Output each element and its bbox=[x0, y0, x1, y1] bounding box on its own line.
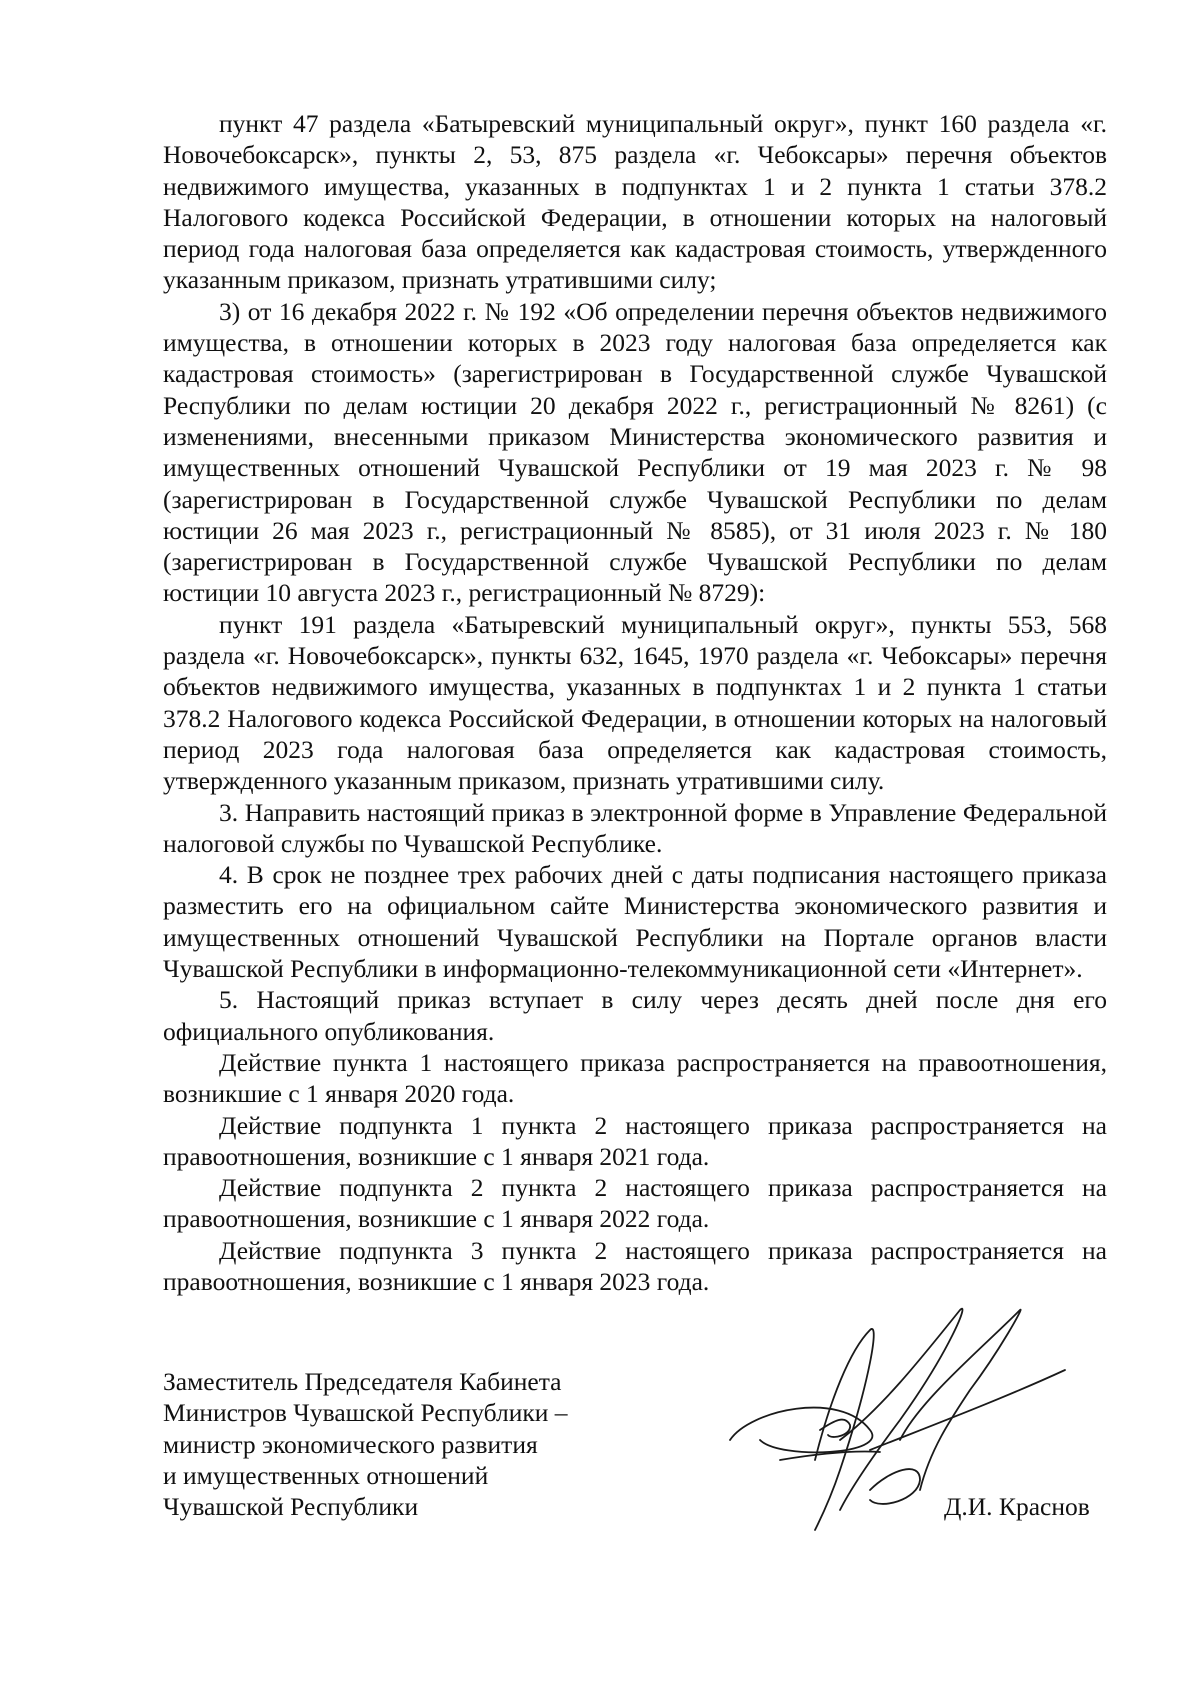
paragraph: 3. Направить настоящий приказ в электронной форме в Управление Федеральной налоговой службы по Чувашской Республике. bbox=[163, 797, 1107, 858]
paragraph: пункт 191 раздела «Батыревский муниципальный округ», пункты 553, 568 раздела «г. Новочебоксарск», пункты 632, 1645, 1970 раздела «г. Чебоксары» перечня объектов недвижимого имущества, указанных в подпунктах 1 и 2 пункта 1 статьи 378.2 Налогового кодекса Российской Федерации, в отношении которых на налоговый период 2023 года налоговая база определяется как кадастровая стоимость, утвержденного указанным приказом, признать утратившими силу. bbox=[163, 609, 1107, 796]
paragraph: 3) от 16 декабря 2022 г. № 192 «Об определении перечня объектов недвижимого имущества, в отношении которых в 2023 году налоговая база определяется как кадастровая стоимость» (зарегистрирован в Государственной службе Чувашской Республики по делам юстиции 20 декабря 2022 г., регистрационный № 8261) (с изменениями, внесенными приказом Министерства экономического развития и имущественных отношений Чувашской Республики от 19 мая 2023 г. № 98 (зарегистрирован в Государственной службе Чувашской Республики по делам юстиции 26 мая 2023 г., регистрационный № 8585), от 31 июля 2023 г. № 180 (зарегистрирован в Государственной службе Чувашской Республики по делам юстиции 10 августа 2023 г., регистрационный № 8729): bbox=[163, 296, 1107, 608]
signatory-title-line: Заместитель Председателя Кабинета bbox=[163, 1367, 562, 1396]
signatory-title-line: министр экономического развития bbox=[163, 1429, 538, 1459]
signatory-title-line: Министров Чувашской Республики – bbox=[163, 1398, 568, 1428]
paragraph: Действие подпункта 2 пункта 2 настоящего приказа распространяется на правоотношения, возникшие с 1 января 2022 года. bbox=[163, 1173, 1107, 1234]
paragraph: 4. В срок не позднее трех рабочих дней с даты подписания настоящего приказа разместить его на официальном сайте Министерства экономического развития и имущественных отношений Чувашской Республики на Портале органов власти Чувашской Республики в информационно-телекоммуникационной сети «Интернет». bbox=[163, 860, 1107, 984]
paragraph: Действие подпункта 3 пункта 2 настоящего приказа распространяется на правоотношения, возникшие с 1 января 2023 года. bbox=[163, 1235, 1107, 1296]
document-body bbox=[163, 108, 1107, 1297]
paragraph: Действие подпункта 1 пункта 2 настоящего приказа распространяется на правоотношения, возникшие с 1 января 2021 года. bbox=[163, 1110, 1107, 1171]
signatory-title-line: и имущественных отношений bbox=[163, 1460, 489, 1490]
signer-name: Д.И. Краснов bbox=[944, 1492, 1090, 1521]
signatory-title-line: Чувашской Республики bbox=[163, 1492, 419, 1522]
paragraph: 5. Настоящий приказ вступает в силу через десять дней после дня его официального опубликования. bbox=[163, 985, 1107, 1046]
paragraph: Действие пункта 1 настоящего приказа распространяется на правоотношения, возникшие с 1 января 2020 года. bbox=[163, 1047, 1107, 1109]
paragraph: пункт 47 раздела «Батыревский муниципальный округ», пункт 160 раздела «г. Новочебоксарск», пункты 2, 53, 875 раздела «г. Чебоксары» перечня объектов недвижимого имущества, указанных в подпунктах 1 и 2 пункта 1 статьи 378.2 Налогового кодекса Российской Федерации, в отношении которых на налоговый период года налоговая база определяется как кадастровая стоимость, утвержденного указанным приказом, признать утратившими силу; bbox=[163, 109, 1107, 295]
signatory-title bbox=[163, 1366, 683, 1522]
